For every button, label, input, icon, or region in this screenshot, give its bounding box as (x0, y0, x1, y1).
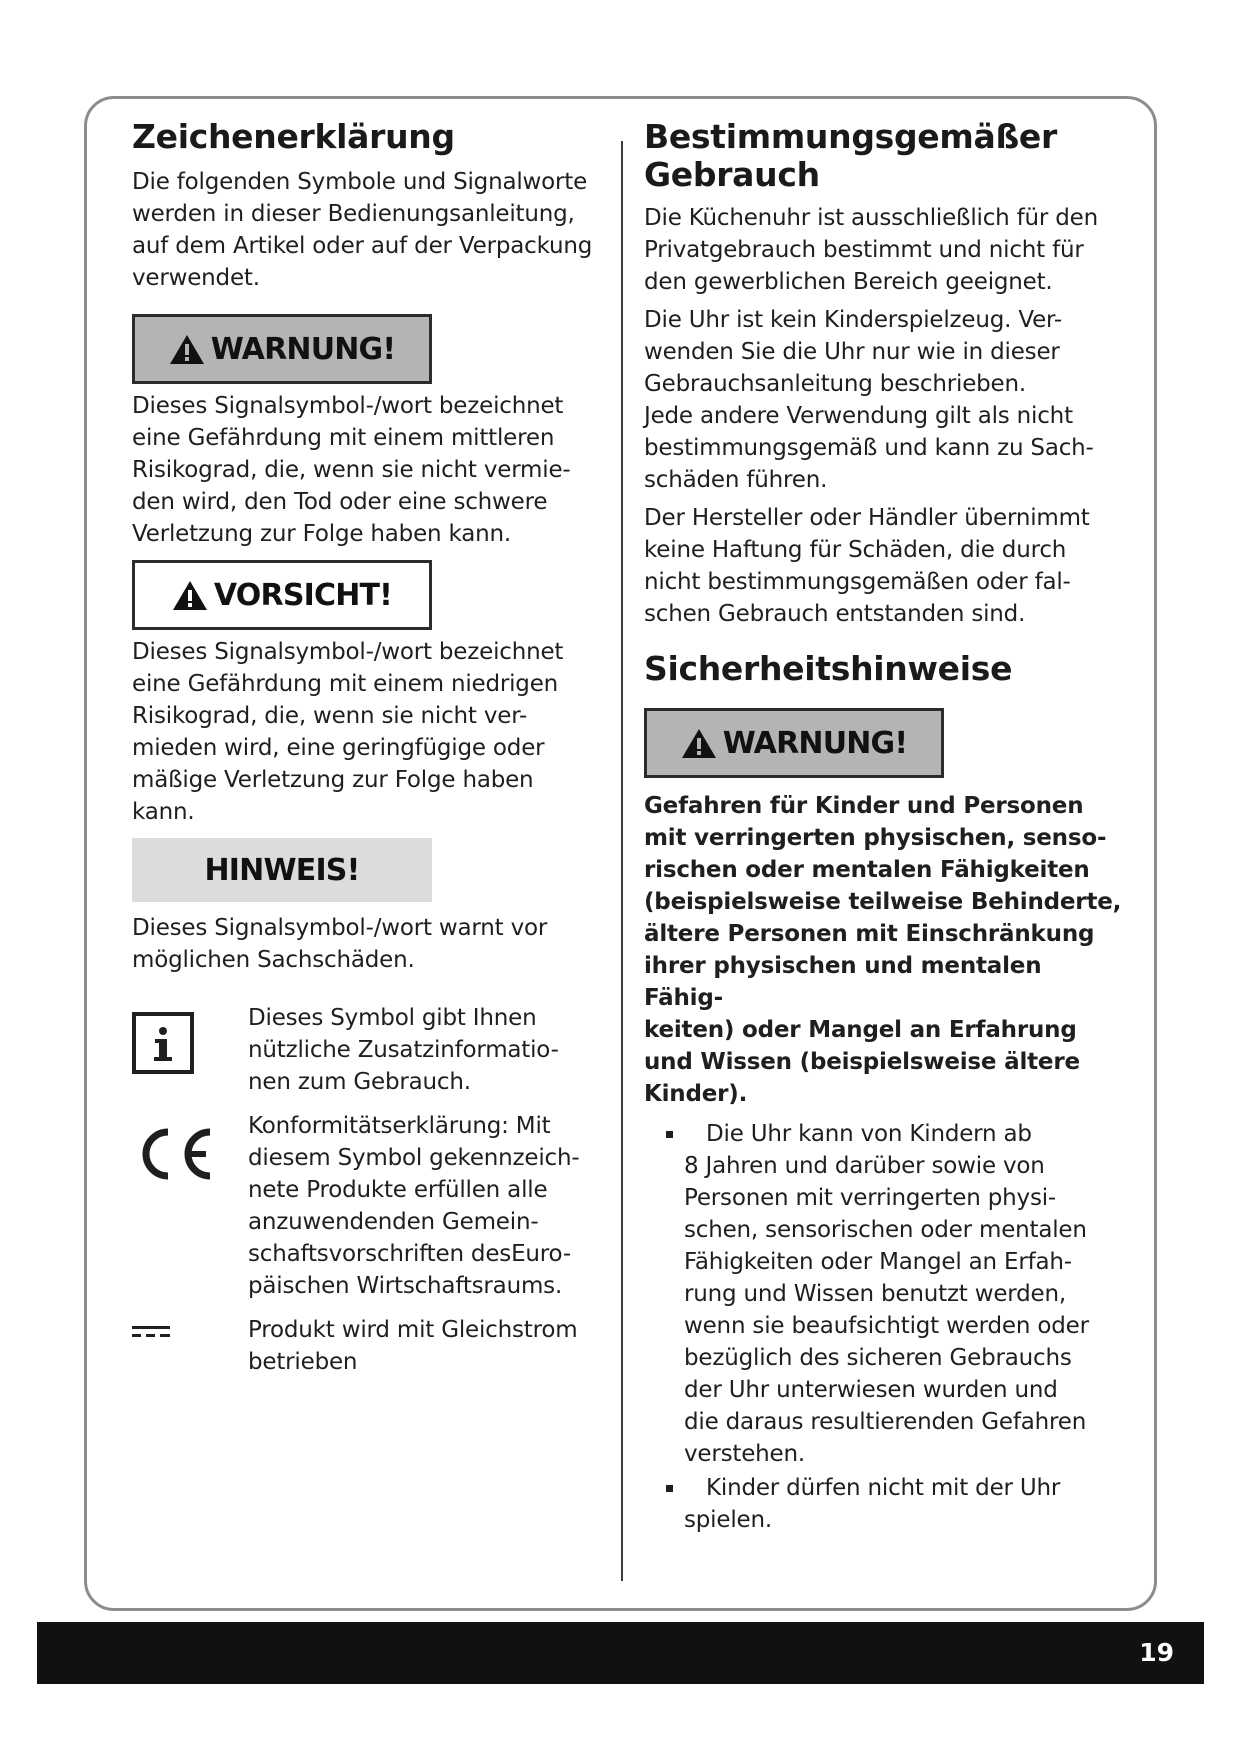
direct-current-icon (132, 1324, 172, 1340)
warning-triangle-icon (169, 334, 205, 365)
left-column (132, 118, 610, 1378)
caution-signal-box (132, 560, 432, 630)
legend-dc-row (132, 1314, 610, 1378)
caution-label: VORSICHT! (213, 577, 393, 613)
bullet-icon (666, 1131, 673, 1138)
info-symbol-description: Dieses Symbol gibt Ihnen nützliche Zusatzinformatio- nen zum Gebrauch. (248, 1005, 559, 1095)
intended-use-paragraph-3: Der Hersteller oder Händler übernimmt keine Haftung für Schäden, die durch nicht bestimmungsgemäßen oder fal- schen Gebrauch entstanden sind. (644, 505, 1090, 627)
section-title-zeichenerklaerung: Zeichenerklärung (132, 117, 455, 156)
warning-description: Dieses Signalsymbol-/wort bezeichnet eine Gefährdung mit einem mittleren Risikograd, die, wenn sie nicht vermie- den wird, den Tod oder eine schwere Verletzung zur Folge haben kann. (132, 393, 571, 547)
dc-symbol-description: Produkt wird mit Gleichstrom betrieben (248, 1317, 578, 1375)
caution-description: Dieses Signalsymbol-/wort bezeichnet eine Gefährdung mit einem niedrigen Risikograd, die, wenn sie nicht ver- mieden wird, eine geringfügige oder mäßige Verletzung zur Folge haben kann. (132, 639, 564, 825)
warning-triangle-icon (172, 580, 208, 611)
page-footer-bar (37, 1622, 1204, 1684)
safety-bullet-list (644, 1118, 1124, 1536)
ce-mark-icon (132, 1126, 214, 1182)
section-title-bestimmungsgemaesser-gebrauch: Bestimmungsgemäßer Gebrauch (644, 117, 1057, 194)
intro-paragraph: Die folgenden Symbole und Signalworte werden in dieser Bedienungsanleitung, auf dem Artikel oder auf der Verpackung verwendet. (132, 169, 593, 291)
warning-label: WARNUNG! (210, 331, 396, 367)
column-divider (621, 141, 623, 1581)
warning-triangle-icon (681, 728, 717, 759)
note-description: Dieses Signalsymbol-/wort warnt vor möglichen Sachschäden. (132, 915, 548, 973)
warning-signal-box (132, 314, 432, 384)
list-item: Die Uhr kann von Kindern ab 8 Jahren und darüber sowie von Personen mit verringerten physi- schen, sensorischen oder mentalen Fähigkeiten oder Mangel an Erfah- rung und Wissen benutzt werden, wenn sie beaufsichtigt werden oder bezüglich des sicheren Gebrauchs der Uhr unterwiesen wurden und die daraus resultierenden Gefahren verstehen. (644, 1118, 1124, 1470)
safety-warning-label: WARNUNG! (722, 725, 908, 761)
right-column (644, 118, 1124, 1536)
legend-info-row (132, 1002, 610, 1098)
section-title-sicherheitshinweise: Sicherheitshinweise (644, 649, 1013, 688)
intended-use-paragraph-1: Die Küchenuhr ist ausschließlich für den Privatgebrauch bestimmt und nicht für den gewerblichen Bereich geeignet. (644, 205, 1099, 295)
ce-symbol-description: Konformitätserklärung: Mit diesem Symbol gekennzeich- nete Produkte erfüllen alle anzuwendenden Gemein- schaftsvorschriften desEuro- päischen Wirtschaftsraums. (248, 1113, 580, 1299)
intended-use-paragraph-2: Die Uhr ist kein Kinderspielzeug. Ver- wenden Sie die Uhr nur wie in dieser Gebrauchsanleitung beschrieben. Jede andere Verwendung gilt als nicht bestimmungsgemäß und kann zu Sach- schäden führen. (644, 307, 1094, 493)
safety-warning-signal-box (644, 708, 944, 778)
page-number: 19 (1139, 1638, 1174, 1667)
legend-ce-row (132, 1110, 610, 1302)
note-signal-box (132, 838, 432, 902)
bullet-icon (666, 1485, 673, 1492)
info-icon (132, 1012, 194, 1074)
note-label: HINWEIS! (204, 852, 360, 888)
list-item: Kinder dürfen nicht mit der Uhr spielen. (644, 1472, 1124, 1536)
safety-hazard-paragraph: Gefahren für Kinder und Personen mit verringerten physischen, senso- rischen oder mentalen Fähigkeiten (beispielsweise teilweise Behinderte, ältere Personen mit Einschränkung ihrer physischen und mentalen Fähig- keiten) oder Mangel an Erfahrung und Wissen (beispielsweise ältere Kinder). (644, 793, 1122, 1107)
